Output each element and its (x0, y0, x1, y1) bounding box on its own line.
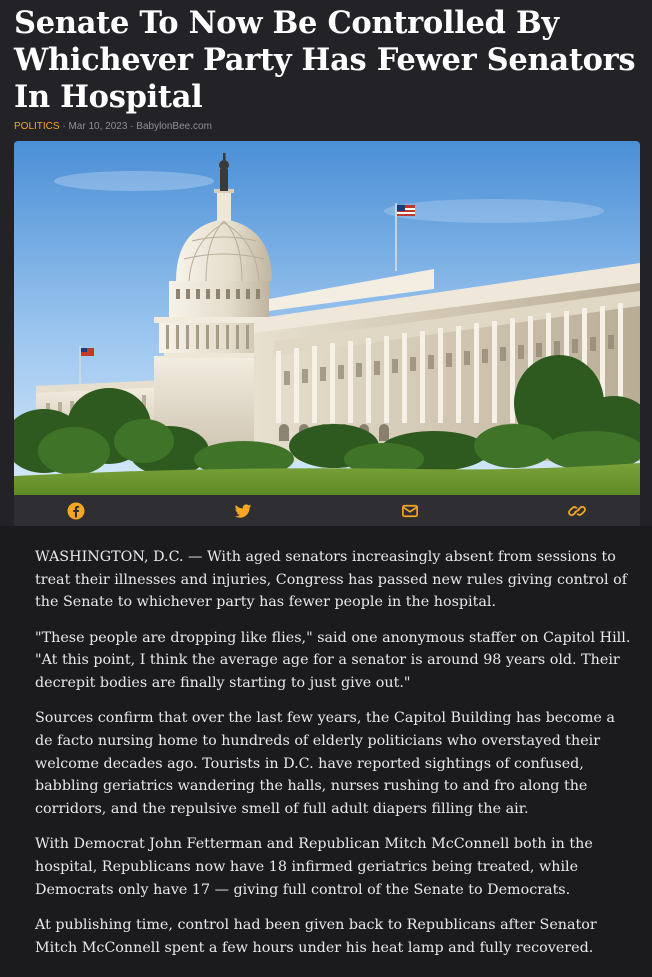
meta-separator: · (59, 121, 69, 132)
twitter-icon (234, 502, 252, 520)
facebook-share-button[interactable] (67, 502, 85, 520)
twitter-share-button[interactable] (234, 502, 252, 520)
source-name: BabylonBee.com (136, 121, 212, 132)
article-meta (14, 121, 212, 132)
share-bar (14, 495, 640, 526)
category-link[interactable]: POLITICS (14, 121, 60, 132)
article-body (0, 526, 652, 977)
publish-date: Mar 10, 2023 (68, 121, 128, 132)
copy-link-button[interactable] (567, 502, 585, 520)
email-share-button[interactable] (401, 502, 419, 520)
article-paragraph: At publishing time, control had been given back to Republicans after Senator Mitch McConnell spent a few hours under his heat lamp and fully recovered. (35, 916, 597, 956)
meta-separator: · (127, 121, 137, 132)
article-text (35, 546, 635, 972)
article-paragraph: With Democrat John Fetterman and Republican Mitch McConnell both in the hospital, Republicans now have 18 infirmed geriatrics being treated, while Democrats only have 17 — giving full control of the Senate to Democrats. (35, 836, 593, 898)
hero-image (14, 141, 640, 495)
article-paragraph: "These people are dropping like flies," said one anonymous staffer on Capitol Hill. "At this point, I think the average age for a senator is around 98 years old. Their decrepit bodies are finally starting to just give out." (35, 629, 631, 692)
article-paragraph: Sources confirm that over the last few years, the Capitol Building has become a de facto nursing home to hundreds of elderly politicians who overstayed their welcome decades ago. Tourists in D.C. have reported sightings of confused, babbling geriatrics wandering the halls, nurses rushing to and fro along the corridors, and the repulsive smell of full adult diapers filling the air. (35, 710, 615, 818)
link-icon (567, 502, 587, 520)
facebook-icon (67, 502, 85, 520)
mail-icon (401, 502, 419, 520)
article-paragraph: WASHINGTON, D.C. — With aged senators increasingly absent from sessions to treat their illnesses and injuries, Congress has passed new rules giving control of the Senate to whichever party has fewer people in the hospital. (35, 549, 628, 611)
article-headline: Senate To Now Be Controlled By Whichever Party Has Fewer Senators In Hospital (14, 5, 636, 115)
